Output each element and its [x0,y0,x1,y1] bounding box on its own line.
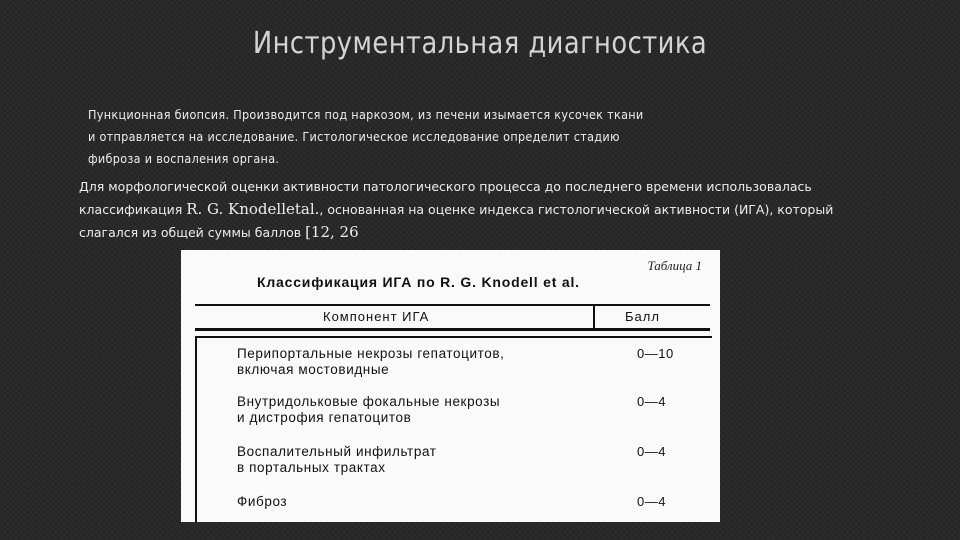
paragraph-line: Пункционная биопсия. Производится под наркозом, из печени изымается кусочек ткани [88,107,644,122]
paragraph-line [79,221,899,244]
row-score: 0—10 [637,346,674,361]
paragraph-line: Для морфологической оценки активности патологического процесса до последнего времени использовалась [79,179,812,194]
row-score: 0—4 [637,444,666,459]
component-line: Воспалительный инфильтрат [237,444,437,459]
paragraph-line [79,198,899,221]
paragraph-text: , основанная на оценке индекса гистологической активности (ИГА), который [319,202,834,217]
table-header [195,304,710,331]
table-title: Классификация ИГА по R. G. Knodell et al. [257,274,580,290]
biopsy-paragraph [88,104,728,170]
component-line: и дистрофия гепатоцитов [237,410,412,425]
component-line: Фиброз [237,494,288,509]
header-score: Балл [625,309,660,324]
row-score: 0—4 [637,494,666,509]
component-line: включая мостовидные [237,362,390,377]
paragraph-text: классификация [79,202,187,217]
row-component [237,394,617,426]
paragraph-text: слагался из общей суммы баллов [79,225,306,240]
paragraph-line: и отправляется на исследование. Гистологическое исследование определит стадию [88,129,620,144]
row-component [237,346,617,378]
classification-paragraph [79,176,899,244]
table-scan-image [181,250,720,522]
reference-text: [12, 26 [305,223,359,241]
row-component [237,444,617,476]
citation-text: R. G. Knodelletal. [186,200,320,218]
paragraph-line: фиброза и воспаления органа. [88,151,280,166]
header-component: Компонент ИГА [323,309,430,324]
component-line: Перипортальные некрозы гепатоцитов, [237,346,505,361]
component-line: Внутридольковые фокальные некрозы [237,394,501,409]
row-component [237,494,617,510]
row-score: 0—4 [637,394,666,409]
table-body [195,336,712,522]
slide-title: Инструментальная диагностика [252,26,708,61]
component-line: в портальных трактах [237,460,386,475]
table-number: Таблица 1 [647,258,702,273]
header-divider [593,306,595,328]
